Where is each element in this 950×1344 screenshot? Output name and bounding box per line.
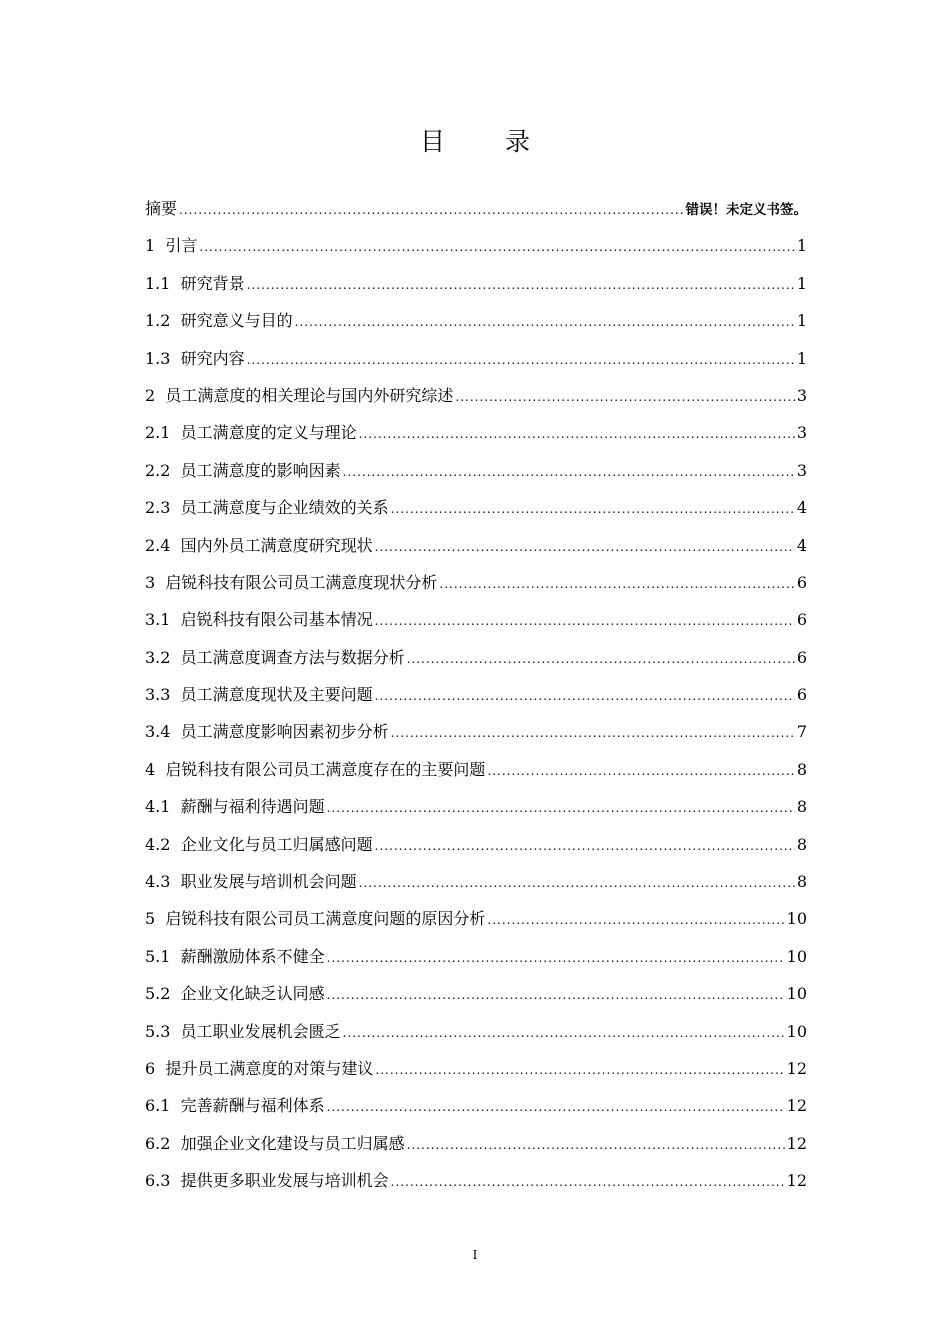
toc-entry-label: 提供更多职业发展与培训机会 (180, 1171, 389, 1191)
toc-entry-number: 3.4 (145, 722, 171, 742)
toc-entry-page: 3 (796, 460, 807, 480)
toc-leader-dots (327, 795, 795, 821)
toc-entry-page: 1 (796, 273, 807, 293)
toc-leader-dots (375, 833, 795, 859)
toc-entry[interactable] (145, 682, 807, 719)
toc-entry-label: 引言 (165, 236, 198, 256)
toc-entry[interactable] (145, 906, 807, 943)
toc-entry-number: 2 (145, 385, 156, 405)
toc-entry-page: 12 (786, 1096, 807, 1116)
toc-leader-dots (407, 646, 795, 672)
toc-entry-page: 1 (796, 311, 807, 331)
toc-entry[interactable] (145, 196, 807, 233)
toc-entry-label: 启锐科技有限公司员工满意度现状分析 (165, 572, 438, 592)
toc-leader-dots (327, 1094, 785, 1120)
toc-leader-dots (487, 758, 794, 784)
toc-entry[interactable] (145, 1131, 807, 1168)
table-of-contents (145, 196, 807, 1206)
toc-entry[interactable] (145, 533, 807, 570)
toc-entry[interactable] (145, 794, 807, 831)
toc-entry-number: 2.3 (145, 498, 171, 518)
toc-entry-number: 2.4 (145, 535, 171, 555)
toc-entry-number: 5.1 (145, 946, 171, 966)
toc-entry[interactable] (145, 458, 807, 495)
toc-entry-page: 12 (786, 1133, 807, 1153)
toc-entry-label: 完善薪酬与福利体系 (180, 1096, 325, 1116)
toc-entry-label: 研究意义与目的 (180, 311, 293, 331)
toc-entry[interactable] (145, 645, 807, 682)
toc-entry[interactable] (145, 1019, 807, 1056)
toc-entry-number: 2.1 (145, 423, 171, 443)
toc-entry[interactable] (145, 308, 807, 345)
toc-entry-page: 7 (796, 722, 807, 742)
toc-entry[interactable] (145, 570, 807, 607)
toc-entry-label: 员工满意度现状及主要问题 (180, 685, 373, 705)
toc-leader-dots (375, 534, 795, 560)
toc-entry-label: 企业文化与员工归属感问题 (180, 834, 373, 854)
toc-entry-label: 研究内容 (180, 348, 245, 368)
toc-entry-page: 4 (796, 498, 807, 518)
toc-entry-number: 5.2 (145, 984, 171, 1004)
toc-entry-number: 1.3 (145, 348, 171, 368)
toc-entry-number: 3 (145, 572, 156, 592)
toc-entry[interactable] (145, 495, 807, 532)
toc-entry-label: 员工职业发展机会匮乏 (180, 1021, 341, 1041)
toc-entry-page: 12 (786, 1171, 807, 1191)
toc-entry-page: 1 (796, 236, 807, 256)
toc-entry-label: 员工满意度的相关理论与国内外研究综述 (165, 385, 454, 405)
toc-entry-label: 员工满意度的定义与理论 (180, 423, 357, 443)
toc-entry[interactable] (145, 607, 807, 644)
toc-entry-label: 国内外员工满意度研究现状 (180, 535, 373, 555)
toc-leader-dots (295, 309, 795, 335)
toc-entry-number: 3.1 (145, 610, 171, 630)
toc-entry-page: 10 (786, 984, 807, 1004)
toc-leader-dots (375, 1057, 784, 1083)
toc-leader-dots (391, 1169, 785, 1195)
toc-entry-label: 启锐科技有限公司员工满意度问题的原因分析 (165, 909, 486, 929)
toc-entry-error-text: 错误！未定义书签。 (685, 202, 807, 218)
toc-leader-dots (343, 1020, 785, 1046)
toc-entry-label: 员工满意度与企业绩效的关系 (180, 498, 389, 518)
toc-leader-dots (439, 571, 794, 597)
toc-entry-number: 6.3 (145, 1171, 171, 1191)
toc-entry[interactable] (145, 981, 807, 1018)
toc-entry-page: 6 (796, 685, 807, 705)
toc-entry-number: 1.1 (145, 273, 171, 293)
toc-entry-number: 6.2 (145, 1133, 171, 1153)
toc-leader-dots (247, 272, 795, 298)
toc-entry-number: 1 (145, 236, 156, 256)
toc-entry-number: 3.3 (145, 685, 171, 705)
toc-entry[interactable] (145, 271, 807, 308)
page-number: I (472, 1248, 478, 1262)
toc-entry[interactable] (145, 1093, 807, 1130)
toc-entry-page: 8 (796, 834, 807, 854)
toc-entry-page: 10 (786, 1021, 807, 1041)
toc-entry-page: 6 (796, 610, 807, 630)
toc-entry-number: 4.3 (145, 872, 171, 892)
toc-entry-label: 摘要 (145, 199, 178, 218)
toc-title: 目 录 (420, 127, 556, 156)
toc-entry-number: 5.3 (145, 1021, 171, 1041)
toc-entry-label: 员工满意度调查方法与数据分析 (180, 647, 405, 667)
toc-leader-dots (375, 608, 795, 634)
toc-leader-dots (391, 720, 795, 746)
toc-entry[interactable] (145, 1056, 807, 1093)
toc-leader-dots (407, 1132, 785, 1158)
toc-leader-dots (247, 347, 795, 373)
toc-entry-number: 5 (145, 909, 156, 929)
toc-entry[interactable] (145, 420, 807, 457)
toc-leader-dots (359, 870, 795, 896)
toc-leader-dots (375, 683, 795, 709)
toc-entry-page: 3 (796, 423, 807, 443)
toc-entry-label: 薪酬与福利待遇问题 (180, 797, 325, 817)
toc-entry-label: 提升员工满意度的对策与建议 (165, 1058, 374, 1078)
toc-entry-label: 企业文化缺乏认同感 (180, 984, 325, 1004)
toc-entry[interactable] (145, 233, 807, 270)
toc-entry[interactable] (145, 832, 807, 869)
toc-entry-page: 3 (796, 385, 807, 405)
toc-leader-dots (199, 234, 794, 260)
toc-leader-dots (455, 384, 794, 410)
toc-entry-page: 6 (796, 647, 807, 667)
toc-entry-page: 1 (796, 348, 807, 368)
toc-entry[interactable] (145, 346, 807, 383)
toc-entry-number: 4.2 (145, 834, 171, 854)
toc-entry-label: 员工满意度的影响因素 (180, 460, 341, 480)
toc-entry-label: 职业发展与培训机会问题 (180, 872, 357, 892)
toc-entry-number: 3.2 (145, 647, 171, 667)
toc-entry-label: 启锐科技有限公司基本情况 (180, 610, 373, 630)
toc-entry[interactable] (145, 383, 807, 420)
toc-entry-label: 薪酬激励体系不健全 (180, 946, 325, 966)
toc-entry-label: 研究背景 (180, 273, 245, 293)
toc-entry[interactable] (145, 944, 807, 981)
toc-entry[interactable] (145, 719, 807, 756)
toc-entry[interactable] (145, 1168, 807, 1205)
toc-leader-dots (359, 421, 795, 447)
toc-entry[interactable] (145, 869, 807, 906)
toc-entry-page: 10 (786, 909, 807, 929)
toc-entry-label: 启锐科技有限公司员工满意度存在的主要问题 (165, 759, 486, 779)
toc-leader-dots (327, 982, 785, 1008)
toc-leader-dots (327, 945, 785, 971)
toc-entry-number: 6 (145, 1058, 156, 1078)
toc-entry-page: 6 (796, 572, 807, 592)
toc-leader-dots (391, 496, 795, 522)
toc-entry-label: 加强企业文化建设与员工归属感 (180, 1133, 405, 1153)
toc-entry-number: 6.1 (145, 1096, 171, 1116)
toc-entry-page: 4 (796, 535, 807, 555)
toc-leader-dots (343, 459, 795, 485)
toc-entry-page: 10 (786, 946, 807, 966)
toc-entry-number: 1.2 (145, 311, 171, 331)
toc-leader-dots (487, 907, 784, 933)
toc-entry-label: 员工满意度影响因素初步分析 (180, 722, 389, 742)
toc-leader-dots (179, 197, 683, 223)
toc-entry-number: 2.2 (145, 460, 171, 480)
toc-entry-page: 8 (796, 759, 807, 779)
toc-entry-number: 4.1 (145, 797, 171, 817)
toc-entry-page: 8 (796, 797, 807, 817)
toc-entry-page: 12 (786, 1058, 807, 1078)
toc-entry[interactable] (145, 757, 807, 794)
toc-entry-page: 8 (796, 872, 807, 892)
toc-entry-number: 4 (145, 759, 156, 779)
